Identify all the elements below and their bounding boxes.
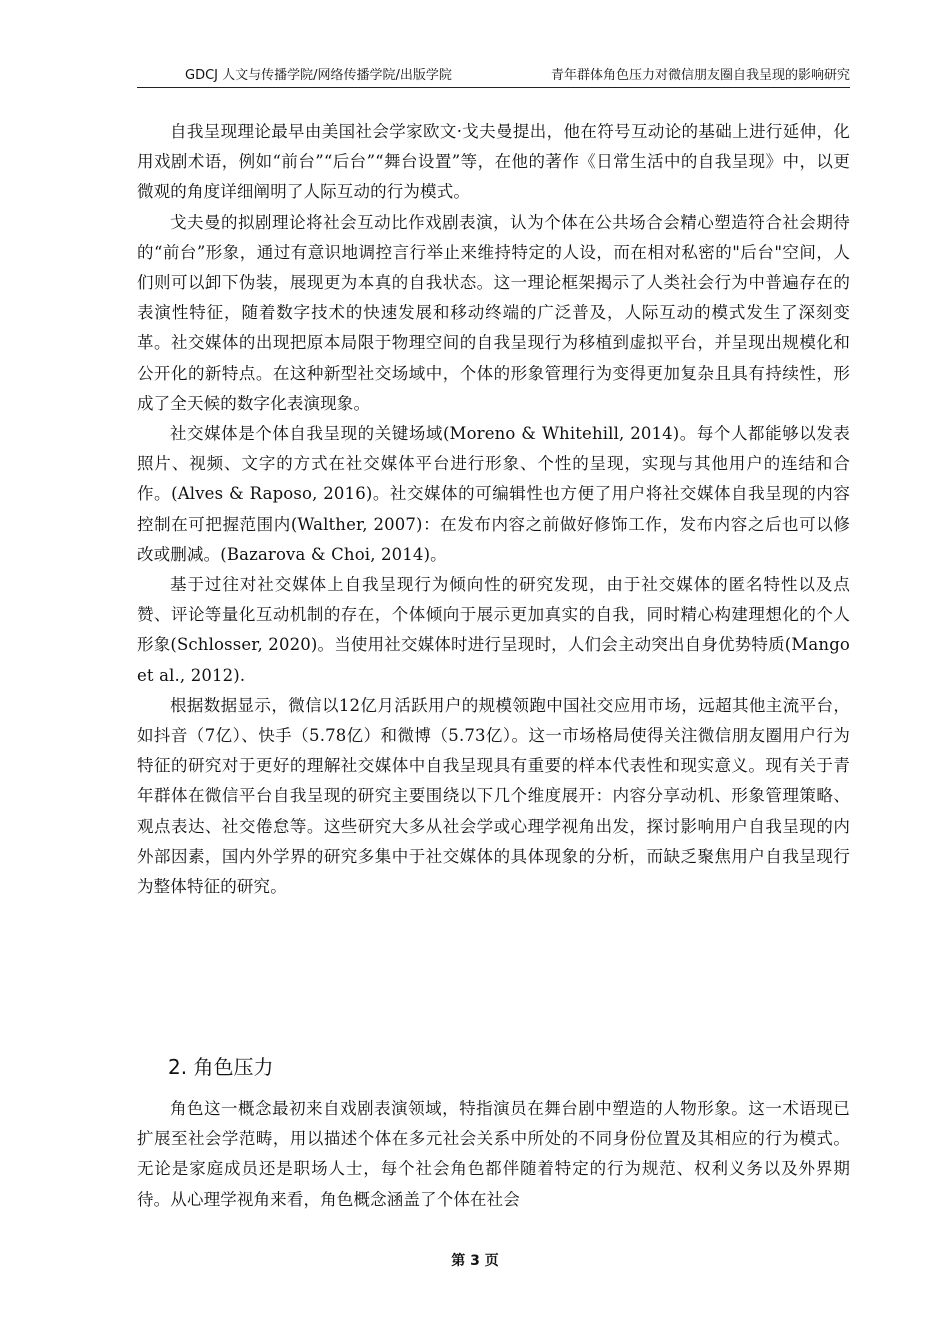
header-thesis-title: 青年群体角色压力对微信朋友圈自我呈现的影响研究 xyxy=(550,68,850,83)
paragraph: 社交媒体是个体自我呈现的关键场域(Moreno & Whitehill, 2014)。每个人都能够以发表照片、视频、文字的方式在社交媒体平台进行形象、个性的呈现，实现与其他用户的连结和合作。(Alves & Raposo, 2016)。社交媒体的可编辑性也方便了用户将社交媒体自我呈现的内容控制在可把握范围内(Walther, 2007)：在发布内容之前做好修饰工作，发布内容之后也可以修改或删减。(Bazarova & Choi, 2014)。 xyxy=(137,424,850,564)
header-divider xyxy=(137,87,850,88)
paragraph: 基于过往对社交媒体上自我呈现行为倾向性的研究发现，由于社交媒体的匿名特性以及点赞、评论等量化互动机制的存在，个体倾向于展示更加真实的自我，同时精心构建理想化的个人形象(Schlosser, 2020)。当使用社交媒体时进行呈现时，人们会主动突出自身优势特质(Mango et al., 2012). xyxy=(137,575,850,685)
paragraph: 根据数据显示，微信以12亿月活跃用户的规模领跑中国社交应用市场，远超其他主流平台，如抖音（7亿）、快手（5.78亿）和微博（5.73亿）。这一市场格局使得关注微信朋友圈用户行为特征的研究对于更好的理解社交媒体中自我呈现具有重要的样本代表性和现实意义。现有关于青年群体在微信平台自我呈现的研究主要围绕以下几个维度展开：内容分享动机、形象管理策略、观点表达、社交倦怠等。这些研究大多从社会学或心理学视角出发，探讨影响用户自我呈现的内外部因素，国内外学界的研究多集中于社交媒体的具体现象的分析，而缺乏聚焦用户自我呈现行为整体特征的研究。 xyxy=(137,695,850,897)
header-institution: GDCJ 人文与传播学院/网络传播学院/出版学院 xyxy=(185,68,452,83)
section-text xyxy=(137,1094,850,1215)
paragraph: 戈夫曼的拟剧理论将社会互动比作戏剧表演，认为个体在公共场合会精心塑造符合社会期待的“前台”形象，通过有意识地调控言行举止来维持特定的人设，而在相对私密的"后台"空间，人们则可以卸下伪装，展现更为本真的自我状态。这一理论框架揭示了人类社会行为中普遍存在的表演性特征，随着数字技术的快速发展和移动终端的广泛普及，人际互动的模式发生了深刻变革。社交媒体的出现把原本局限于物理空间的自我呈现行为移植到虚拟平台，并呈现出规模化和公开化的新特点。在这种新型社交场域中，个体的形象管理行为变得更加复杂且具有持续性，形成了全天候的数字化表演现象。 xyxy=(137,212,850,413)
main-text xyxy=(137,117,850,902)
section-heading: 2. 角色压力 xyxy=(168,1055,274,1079)
page-header xyxy=(137,66,850,86)
paragraph: 角色这一概念最初来自戏剧表演领域，特指演员在舞台剧中塑造的人物形象。这一术语现已扩展至社会学范畴，用以描述个体在多元社会关系中所处的不同身份位置及其相应的行为模式。无论是家庭成员还是职场人士，每个社会角色都伴随着特定的行为规范、权利义务以及外界期待。从心理学视角来看，角色概念涵盖了个体在社会 xyxy=(137,1099,850,1209)
page-number: 第 3 页 xyxy=(451,1253,499,1269)
paragraph: 自我呈现理论最早由美国社会学家欧文·戈夫曼提出，他在符号互动论的基础上进行延伸，化用戏剧术语，例如“前台”“后台”“舞台设置”等，在他的著作《日常生活中的自我呈现》中，以更微观的角度详细阐明了人际互动的行为模式。 xyxy=(137,122,850,202)
